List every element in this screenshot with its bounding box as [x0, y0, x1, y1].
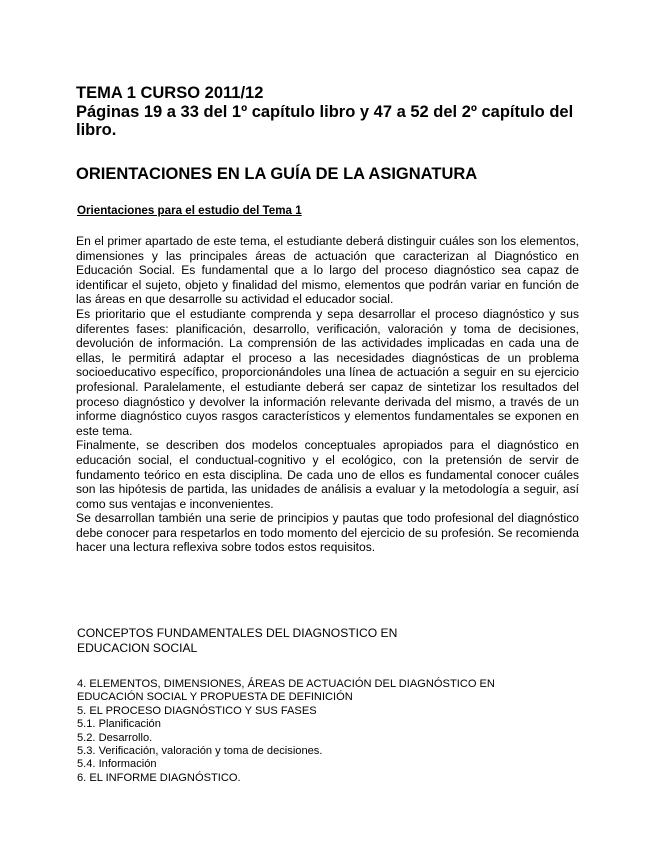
toc-item: 5.1. Planificación: [77, 718, 161, 731]
study-guide-body: [76, 234, 579, 555]
header-line-2: Páginas 19 a 33 del 1º capítulo libro y 47 a 52 del 2º capítulo del libro.: [76, 102, 574, 140]
toc-item: 5.4. Información: [77, 758, 157, 771]
header-line-1: TEMA 1 CURSO 2011/12: [76, 84, 264, 102]
toc-item: 5.2. Desarrollo.: [77, 731, 153, 744]
paragraph-2: Es prioritario que el estudiante comprenda y sepa desarrollar el proceso diagnóstico y sus diferentes fases: planificación, desarrollo, verificación, valoración y toma de decisiones, devolución de información. La comprensión de las actividades implicadas en cada una de ellas, le permitirá adaptar el proceso a las necesidades diagnósticas de un problema socioeducativo específico, proporcionándoles una línea de actuación a seguir en su ejercicio profesional. Paralelamente, el estudiante deberá ser capaz de sintetizar los resultados del proceso diagnóstico y devolver la información relevante derivada del mismo, a través de un informe diagnóstico cuyos rasgos característicos y elementos fundamentales se exponen en este tema.: [76, 306, 579, 438]
paragraph-1: En el primer apartado de este tema, el estudiante deberá distinguir cuáles son los elementos, dimensiones y las principales áreas de actuación que caracterizan al Diagnóstico en Educación Social. Es fundamental que a lo largo del proceso diagnóstico sea capaz de identificar el sujeto, objeto y finalidad del mismo, elementos que podrán variar en función de las áreas en que desarrolle su actividad el educador social.: [76, 234, 579, 307]
section-title: ORIENTACIONES EN LA GUÍA DE LA ASIGNATURA: [76, 165, 478, 183]
concepts-title-line-1: CONCEPTOS FUNDAMENTALES DEL DIAGNOSTICO EN: [77, 626, 398, 640]
toc-item: 5.3. Verificación, valoración y toma de decisiones.: [77, 745, 323, 758]
study-guide-subtitle: Orientaciones para el estudio del Tema 1: [77, 204, 302, 217]
document-header: [76, 84, 596, 140]
toc-item: 5. EL PROCESO DIAGNÓSTICO Y SUS FASES: [77, 704, 317, 717]
toc-item: 6. EL INFORME DIAGNÓSTICO.: [77, 771, 241, 784]
paragraph-3: Finalmente, se describen dos modelos conceptuales apropiados para el diagnóstico en educación social, el conductual-cognitivo y el ecológico, con la pretensión de servir de fundamento teórico en esta disciplina. De cada uno de ellos es fundamental conocer cuáles son las hipótesis de partida, las unidades de análisis a evaluar y la metodología a seguir, así como sus ventajas e inconvenientes.: [76, 438, 579, 511]
paragraph-4: Se desarrollan también una serie de principios y pautas que todo profesional del diagnóstico debe conocer para respetarlos en todo momento del ejercicio de su profesión. Se recomienda hacer una lectura reflexiva sobre todos estos requisitos.: [76, 511, 579, 555]
table-of-contents: [77, 678, 577, 785]
concepts-title: [77, 626, 477, 655]
toc-item: 4. ELEMENTOS, DIMENSIONES, ÁREAS DE ACTUACIÓN DEL DIAGNÓSTICO EN: [77, 678, 495, 690]
toc-item: EDUCACIÓN SOCIAL Y PROPUESTA DE DEFINICIÓN: [77, 691, 353, 704]
concepts-title-line-2: EDUCACION SOCIAL: [77, 640, 198, 655]
